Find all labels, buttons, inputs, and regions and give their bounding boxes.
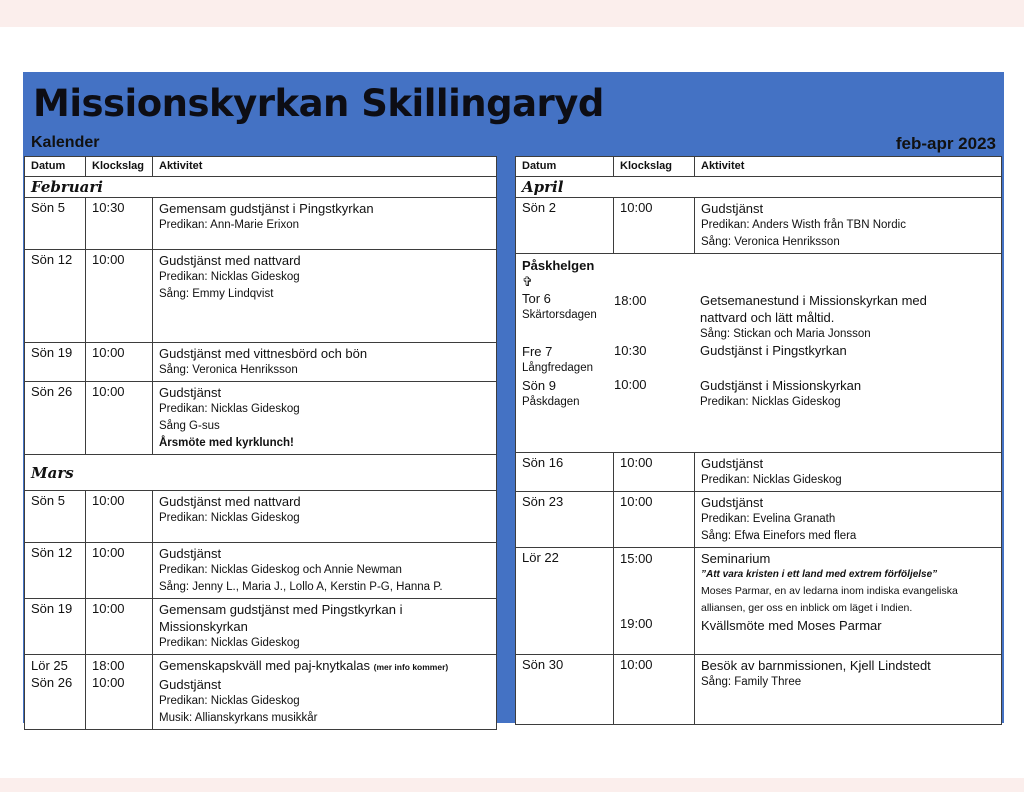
event-title: Besök av barnmissionen, Kjell Lindstedt (701, 658, 931, 673)
event-detail: Predikan: Nicklas Gideskog och Annie Newman (159, 564, 402, 576)
event-title-second: Gudstjänst (159, 677, 222, 692)
event-title: Gudstjänst (159, 385, 222, 400)
event-date: Fre 7 (522, 344, 553, 359)
event-title-second: Kvällsmöte med Moses Parmar (701, 618, 882, 633)
event-activity (153, 382, 497, 455)
table-row (25, 655, 497, 730)
list-item (522, 343, 995, 377)
event-time: 10:00 (86, 543, 153, 599)
column-header-time: Klockslag (86, 157, 153, 177)
event-detail: Predikan: Nicklas Gideskog (700, 396, 841, 408)
month-label: April (516, 177, 1002, 198)
easter-events (522, 290, 995, 411)
list-item (522, 290, 995, 343)
list-item (522, 377, 995, 411)
month-row-march (25, 455, 497, 491)
cross-icon: ✞ (522, 274, 533, 289)
table-row (25, 543, 497, 599)
event-time: 10:00 (86, 382, 153, 455)
event-activity (153, 343, 497, 382)
column-header-date: Datum (25, 157, 86, 177)
event-detail: alliansen, ger oss en inblick om läget i Indien. (701, 602, 913, 614)
month-row-april (516, 177, 1002, 198)
column-header-activity: Aktivitet (695, 157, 1002, 177)
event-time-second: 10:00 (92, 675, 125, 690)
table-row (25, 382, 497, 455)
event-note: (mer info kommer) (373, 662, 449, 672)
event-activity (695, 655, 1002, 725)
column-header-time: Klockslag (614, 157, 695, 177)
table-row (516, 492, 1002, 548)
event-activity (695, 492, 1002, 548)
event-time: 10:30 (614, 343, 647, 358)
table-row (516, 548, 1002, 655)
event-time-first: 18:00 (92, 658, 125, 673)
event-time: 18:00 (614, 293, 647, 308)
event-activity (153, 250, 497, 343)
table-row (516, 453, 1002, 492)
event-date: Sön 19 (25, 599, 86, 655)
event-time: 10:00 (614, 377, 647, 392)
event-title: Gudstjänst (701, 456, 764, 471)
calendar-subtitle: Kalender (31, 134, 100, 151)
easter-heading: Påskhelgen (522, 258, 595, 273)
event-date: Sön 26 (25, 382, 86, 455)
event-date: Sön 23 (516, 492, 614, 548)
event-title: Gudstjänst (701, 495, 764, 510)
column-header-activity: Aktivitet (153, 157, 497, 177)
event-date: Sön 16 (516, 453, 614, 492)
event-activity (153, 599, 497, 655)
event-title: Gemensam gudstjänst med Pingstkyrkan i (159, 602, 403, 617)
event-date: Sön 12 (25, 250, 86, 343)
table-row (25, 198, 497, 250)
event-title: Gudstjänst med nattvard (159, 494, 301, 509)
event-date: Sön 9 (522, 378, 556, 393)
event-detail: Sång: Emmy Lindqvist (159, 288, 274, 300)
event-detail: Predikan: Nicklas Gideskog (701, 474, 842, 486)
event-date: Sön 5 (25, 491, 86, 543)
event-detail: Predikan: Anders Wisth från TBN Nordic (701, 219, 906, 231)
event-title: Gudstjänst i Missionskyrkan (700, 378, 862, 393)
page-title: Missionskyrkan Skillingaryd (33, 82, 604, 125)
event-date: Sön 19 (25, 343, 86, 382)
event-day-name: Påskdagen (522, 396, 580, 408)
event-title: Gudstjänst (159, 546, 222, 561)
event-date: Sön 2 (516, 198, 614, 254)
table-row (516, 198, 1002, 254)
event-detail: Sång: Veronica Henriksson (701, 236, 840, 248)
event-date: Tor 6 (522, 291, 551, 306)
month-label: Februari (25, 177, 497, 198)
event-detail: Sång: Veronica Henriksson (159, 364, 298, 376)
event-detail: Sång: Family Three (701, 676, 802, 688)
event-detail: Predikan: Nicklas Gideskog (159, 695, 300, 707)
event-date: Sön 5 (25, 198, 86, 250)
event-date-second: Sön 26 (31, 675, 73, 690)
event-activity (153, 198, 497, 250)
event-title: Getsemanestund i Missionskyrkan med (700, 293, 927, 308)
event-detail: Moses Parmar, en av ledarna inom indiska evangeliska (701, 585, 958, 597)
event-title: Gudstjänst med nattvard (159, 253, 301, 268)
event-time: 10:00 (614, 492, 695, 548)
event-detail: Predikan: Nicklas Gideskog (159, 512, 300, 524)
event-title: Gemenskapskväll med paj-knytkalas (159, 658, 370, 673)
table-row (25, 250, 497, 343)
calendar-table-april (515, 156, 1002, 725)
event-time: 10:00 (614, 198, 695, 254)
calendar-period: feb-apr 2023 (895, 134, 996, 153)
event-activity (695, 548, 1002, 655)
event-detail: Sång G-sus (159, 420, 220, 432)
event-activity (695, 198, 1002, 254)
event-day-name: Skärtorsdagen (522, 309, 597, 321)
table-row (516, 655, 1002, 725)
event-date-first: Lör 25 (31, 658, 68, 673)
event-date (25, 655, 86, 730)
event-activity (695, 453, 1002, 492)
column-header-date: Datum (516, 157, 614, 177)
table-row (25, 491, 497, 543)
event-title: Seminarium (701, 551, 771, 566)
event-activity (153, 655, 497, 730)
event-detail: Predikan: Nicklas Gideskog (159, 271, 300, 283)
event-title-continued: nattvard och lätt måltid. (700, 310, 835, 325)
event-detail: Predikan: Nicklas Gideskog (159, 637, 300, 649)
month-row-february (25, 177, 497, 198)
event-detail: Sång: Efwa Einefors med flera (701, 530, 857, 542)
table-row (25, 343, 497, 382)
event-detail: Sång: Stickan och Maria Jonsson (700, 328, 871, 340)
event-activity (153, 543, 497, 599)
table-header-row (516, 157, 1002, 177)
event-title-continued: Missionskyrkan (159, 619, 248, 634)
event-day-name: Långfredagen (522, 362, 593, 374)
event-title: Gudstjänst med vittnesbörd och bön (159, 346, 368, 361)
event-title: Gudstjänst (701, 201, 764, 216)
table-header-row (25, 157, 497, 177)
event-quote: ”Att vara kristen i ett land med extrem förföljelse” (701, 569, 938, 580)
event-title: Gemensam gudstjänst i Pingstkyrkan (159, 201, 374, 216)
event-time: 10:30 (86, 198, 153, 250)
event-detail: Predikan: Ann-Marie Erixon (159, 219, 299, 231)
event-time: 10:00 (86, 250, 153, 343)
event-date: Sön 30 (516, 655, 614, 725)
event-date: Sön 12 (25, 543, 86, 599)
event-detail: Predikan: Nicklas Gideskog (159, 403, 300, 415)
event-time-first: 15:00 (620, 551, 653, 566)
event-title: Gudstjänst i Pingstkyrkan (700, 343, 847, 358)
event-time: 10:00 (614, 655, 695, 725)
event-time: 10:00 (614, 453, 695, 492)
event-time (614, 548, 695, 655)
event-detail: Sång: Jenny L., Maria J., Lollo A, Kerstin P-G, Hanna P. (159, 581, 443, 593)
event-time: 10:00 (86, 491, 153, 543)
table-row (25, 599, 497, 655)
event-time: 10:00 (86, 599, 153, 655)
event-activity (153, 491, 497, 543)
event-time: 10:00 (86, 343, 153, 382)
event-detail: Musik: Allianskyrkans musikkår (159, 712, 318, 724)
event-time-second: 19:00 (620, 616, 653, 631)
easter-section (516, 254, 1002, 453)
month-label: Mars (25, 455, 497, 491)
event-time (86, 655, 153, 730)
event-highlight: Årsmöte med kyrklunch! (159, 437, 294, 449)
event-detail: Predikan: Evelina Granath (701, 513, 836, 525)
event-date: Lör 22 (516, 548, 614, 655)
calendar-table-feb-mar (24, 156, 497, 730)
